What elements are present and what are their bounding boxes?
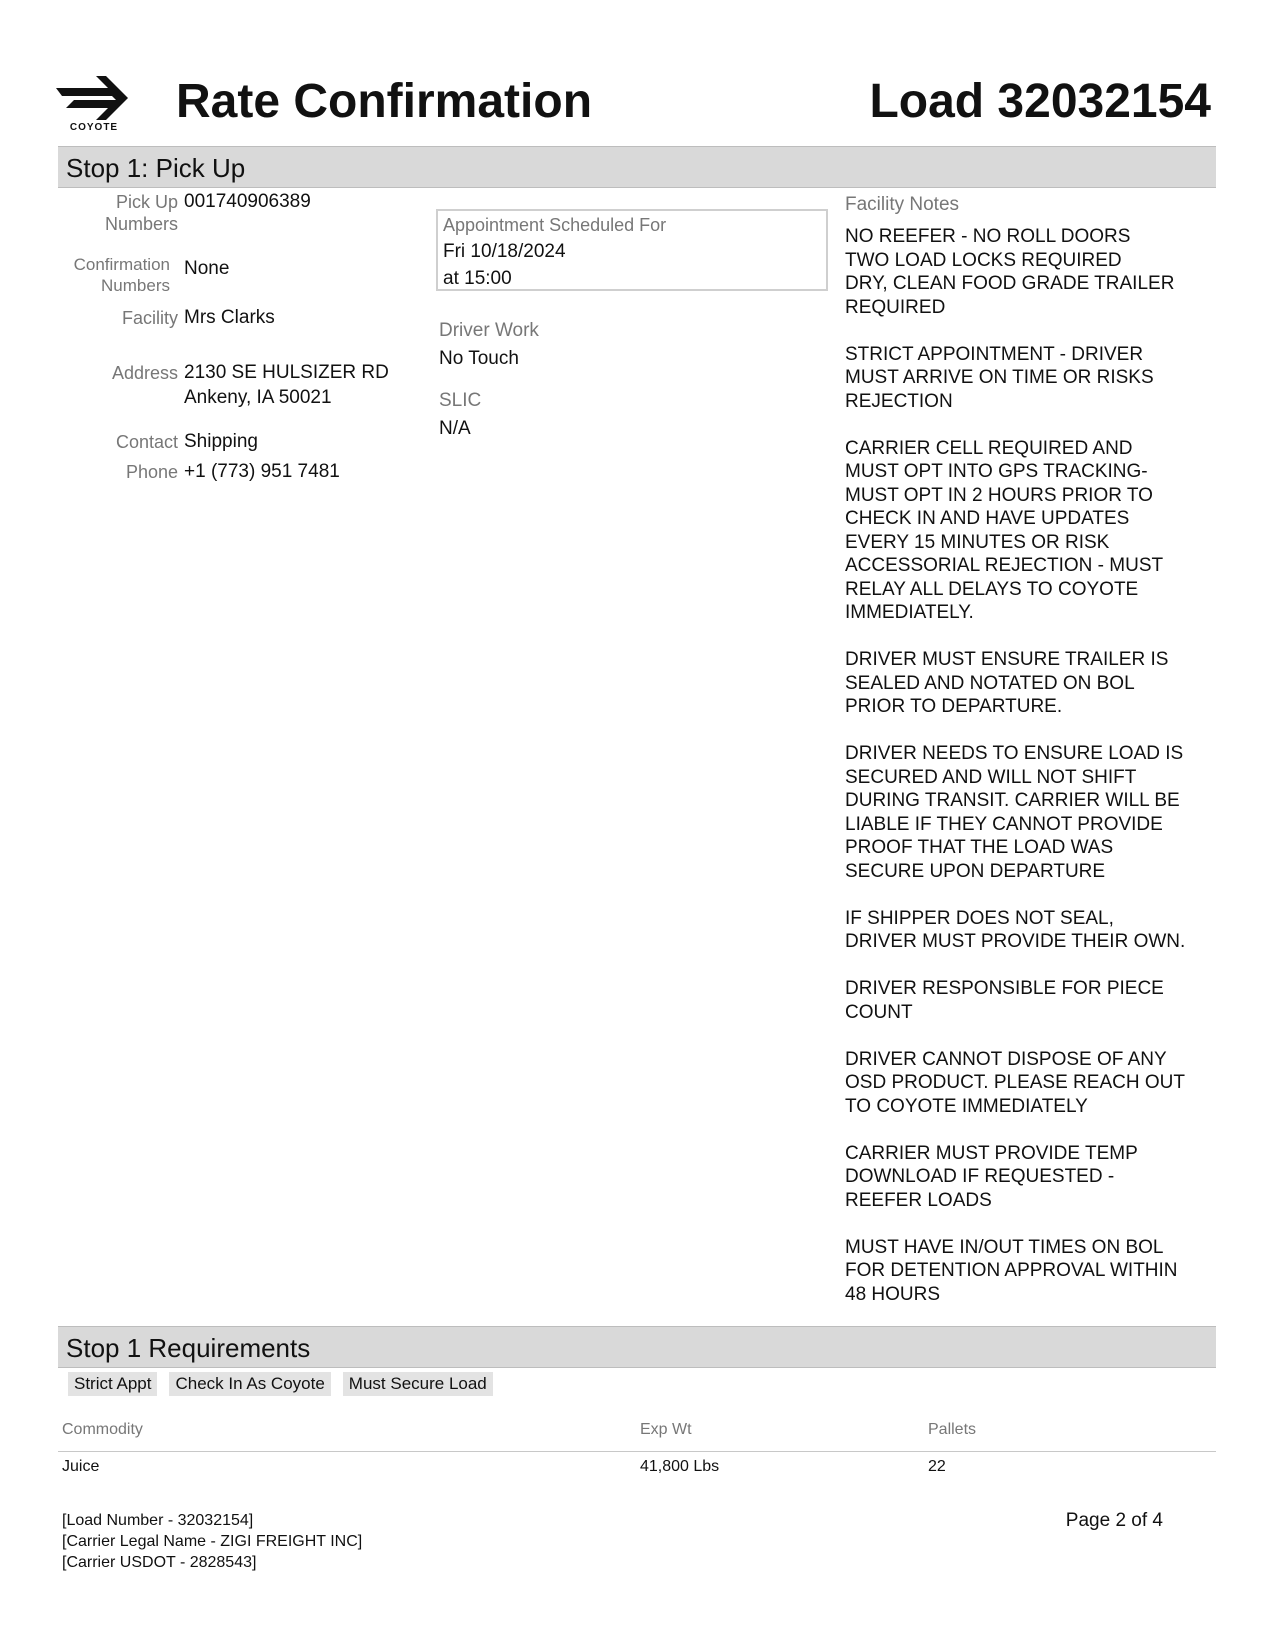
facility-note: DRIVER CANNOT DISPOSE OF ANY OSD PRODUCT. PLEASE REACH OUT TO COYOTE IMMEDIATELY — [845, 1048, 1185, 1117]
table-cell-commodity: Juice — [62, 1458, 100, 1475]
facility-note: CARRIER CELL REQUIRED AND MUST OPT INTO GPS TRACKING- MUST OPT IN 2 HOURS PRIOR TO CHECK IN AND HAVE UPDATES EVERY 15 MINUTES OR RISK ACCESSORIAL REJECTION - MUST RELAY ALL DELAYS TO COYOTE IMMEDIATELY. — [845, 437, 1164, 623]
facility-note: DRIVER MUST ENSURE TRAILER IS SEALED AND NOTATED ON BOL PRIOR TO DEPARTURE. — [845, 649, 1169, 717]
load-number: Load 32032154 — [869, 75, 1211, 128]
requirement-tag: Check In As Coyote — [169, 1372, 330, 1396]
stop1-section-header — [58, 146, 1216, 188]
appointment-label: Appointment Scheduled For — [443, 215, 667, 235]
driver-work-value: No Touch — [439, 348, 519, 369]
address-line1: 2130 SE HULSIZER RD — [184, 362, 389, 383]
confirmation-numbers-label: Confirmation Numbers — [73, 255, 170, 295]
requirements-section-title: Stop 1 Requirements — [66, 1333, 311, 1363]
footer-info — [62, 1510, 362, 1573]
appointment-date: Fri 10/18/2024 — [443, 241, 566, 262]
table-header-pallets: Pallets — [928, 1421, 977, 1438]
requirement-tag: Strict Appt — [68, 1372, 157, 1396]
coyote-logo — [56, 72, 136, 134]
coyote-logo-icon — [56, 72, 136, 122]
contact-label: Contact — [115, 432, 178, 452]
facility-note: IF SHIPPER DOES NOT SEAL, DRIVER MUST PROVIDE THEIR OWN. — [845, 907, 1186, 952]
address-line2: Ankeny, IA 50021 — [184, 387, 332, 408]
table-header-commodity: Commodity — [62, 1421, 143, 1438]
table-header-exp-wt: Exp Wt — [640, 1421, 692, 1438]
footer-carrier-usdot: [Carrier USDOT - 2828543] — [62, 1554, 257, 1571]
facility-value: Mrs Clarks — [184, 307, 275, 328]
facility-note: DRIVER NEEDS TO ENSURE LOAD IS SECURED AND WILL NOT SHIFT DURING TRANSIT. CARRIER WILL BE LIABLE IF THEY CANNOT PROVIDE PROOF THAT THE LOAD WAS SECURE UPON DEPARTURE — [845, 743, 1184, 882]
slic-label: SLIC — [439, 390, 482, 411]
table-cell-pallets: 22 — [928, 1458, 946, 1475]
appointment-time: at 15:00 — [443, 268, 512, 289]
table-cell-exp-wt: 41,800 Lbs — [640, 1458, 720, 1475]
page-title: Rate Confirmation — [176, 75, 593, 128]
confirmation-numbers-value: None — [184, 258, 230, 279]
phone-label: Phone — [125, 462, 178, 482]
pickup-numbers-value: 001740906389 — [184, 191, 311, 212]
address-label: Address — [111, 363, 178, 383]
footer-load-number: [Load Number - 32032154] — [62, 1512, 254, 1529]
facility-notes-label: Facility Notes — [845, 194, 960, 215]
phone-value: +1 (773) 951 7481 — [184, 461, 340, 482]
facility-note: DRIVER RESPONSIBLE FOR PIECE COUNT — [845, 978, 1164, 1023]
facility-notes — [845, 225, 1225, 1330]
facility-note: NO REEFER - NO ROLL DOORS TWO LOAD LOCKS REQUIRED DRY, CLEAN FOOD GRADE TRAILER REQUIRED — [845, 226, 1175, 318]
facility-note: MUST HAVE IN/OUT TIMES ON BOL FOR DETENTION APPROVAL WITHIN 48 HOURS — [845, 1236, 1178, 1305]
facility-note: CARRIER MUST PROVIDE TEMP DOWNLOAD IF REQUESTED - REEFER LOADS — [845, 1142, 1138, 1211]
requirements-section-header — [58, 1326, 1216, 1368]
requirement-tags — [68, 1372, 505, 1396]
requirement-tag: Must Secure Load — [343, 1372, 493, 1396]
slic-value: N/A — [439, 418, 471, 439]
pickup-numbers-label: Pick Up Numbers — [104, 192, 178, 234]
stop1-section-title: Stop 1: Pick Up — [66, 153, 246, 183]
footer-carrier-name: [Carrier Legal Name - ZIGI FREIGHT INC] — [62, 1533, 363, 1550]
logo-text: COYOTE — [69, 122, 119, 133]
facility-note: STRICT APPOINTMENT - DRIVER MUST ARRIVE ON TIME OR RISKS REJECTION — [845, 343, 1154, 412]
table-divider — [58, 1451, 1216, 1452]
page-number: Page 2 of 4 — [1065, 1510, 1163, 1531]
contact-value: Shipping — [184, 431, 258, 452]
facility-label: Facility — [121, 308, 178, 328]
driver-work-label: Driver Work — [439, 320, 539, 341]
appointment-box — [436, 209, 828, 291]
